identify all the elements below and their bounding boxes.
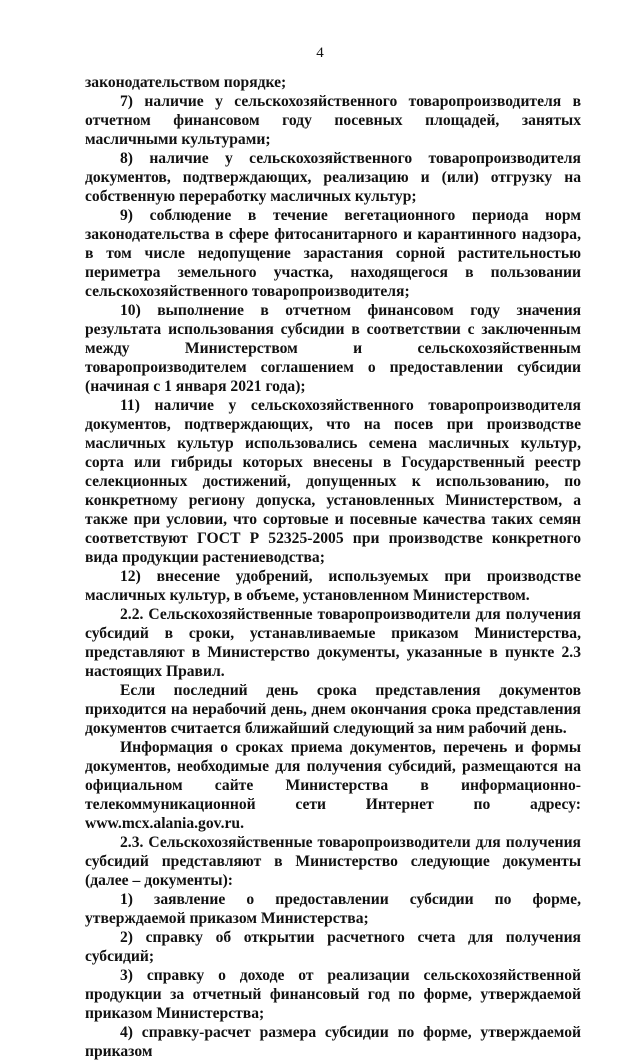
paragraph-item-8: 8) наличие у сельскохозяйственного товаропроизводителя документов, подтверждающих, реализацию и (или) отгрузку на собственную переработку масличных культур; — [85, 150, 581, 205]
paragraph-doc-1: 1) заявление о предоставлении субсидии по форме, утверждаемой приказом Министерства; — [85, 891, 581, 927]
paragraph-doc-4: 4) справку-расчет размера субсидии по форме, утверждаемой приказом — [85, 1024, 581, 1060]
paragraph-doc-2: 2) справку об открытии расчетного счета для получения субсидий; — [85, 929, 581, 965]
paragraph-section-2-3: 2.3. Сельскохозяйственные товаропроизводители для получения субсидий представляют в Министерство следующие документы (далее – документы): — [85, 834, 581, 889]
paragraph-item-11: 11) наличие у сельскохозяйственного товаропроизводителя документов, подтверждающих, что на посев при производстве масличных культур использовались семена масличных культур, сорта или гибриды которых внесены в Государственный реестр селекционных достижений, допущенных к использованию, по конкретному региону допуска, установленных Министерством, а также при условии, что сортовые и посевные качества таких семян соответствуют ГОСТ Р 52325-2005 при производстве конкретного вида продукции растениеводства; — [85, 397, 581, 566]
paragraph-doc-3: 3) справку о доходе от реализации сельскохозяйственной продукции за отчетный финансовый год по форме, утверждаемой приказом Министерства; — [85, 967, 581, 1022]
paragraph-continuation: законодательством порядке; — [85, 74, 287, 91]
paragraph-item-10: 10) выполнение в отчетном финансовом году значения результата использования субсидии в соответствии с заключенным между Министерством и сельскохозяйственным товаропроизводителем соглашением о предоставлении субсидии (начиная с 1 января 2021 года); — [85, 302, 581, 395]
paragraph-information: Информация о сроках приема документов, перечень и формы документов, необходимые для получения субсидий, размещаются на официальном сайте Министерства в информационно-телекоммуникационной сети Интернет по адресу: www.mcx.alania.gov.ru. — [85, 739, 581, 832]
paragraph-item-12: 12) внесение удобрений, используемых при производстве масличных культур, в объеме, установленном Министерством. — [85, 568, 581, 604]
paragraph-item-7: 7) наличие у сельскохозяйственного товаропроизводителя в отчетном финансовом году посевных площадей, занятых масличными культурами; — [85, 93, 581, 148]
page-number: 4 — [316, 45, 324, 61]
document-body — [85, 73, 581, 1061]
paragraph-deadline-rule: Если последний день срока представления документов приходится на нерабочий день, днем окончания срока представления документов считается ближайший следующий за ним рабочий день. — [85, 682, 581, 737]
paragraph-section-2-2: 2.2. Сельскохозяйственные товаропроизводители для получения субсидий в сроки, устанавливаемые приказом Министерства, представляют в Министерство документы, указанные в пункте 2.3 настоящих Правил. — [85, 606, 581, 680]
paragraph-item-9: 9) соблюдение в течение вегетационного периода норм законодательства в сфере фитосанитарного и карантинного надзора, в том числе недопущение зарастания сорной растительностью периметра земельного участка, находящегося в пользовании сельскохозяйственного товаропроизводителя; — [85, 207, 581, 300]
